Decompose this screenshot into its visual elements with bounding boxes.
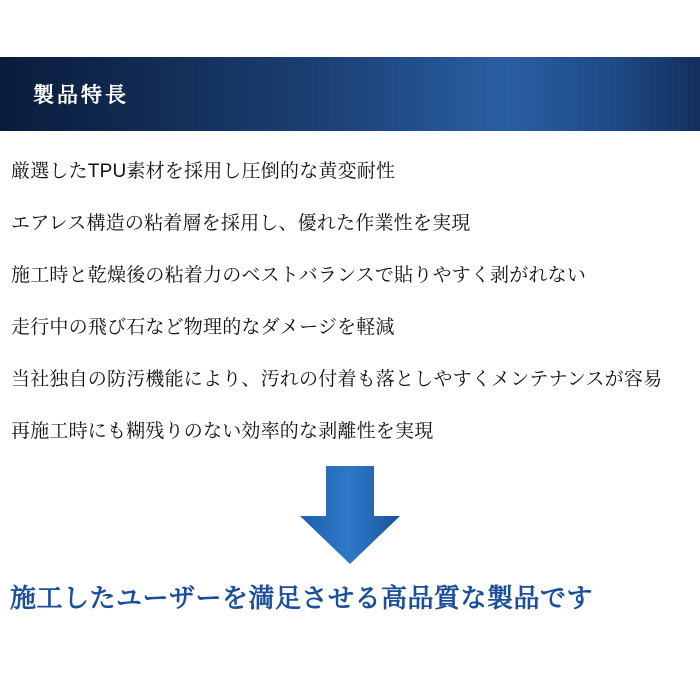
- conclusion-text: 施工したユーザーを満足させる高品質な製品です: [10, 583, 594, 613]
- list-item: エアレス構造の粘着層を採用し、優れた作業性を実現: [11, 212, 471, 234]
- list-item: 走行中の飛び石など物理的なダメージを軽減: [11, 316, 395, 338]
- conclusion-container: [0, 578, 700, 615]
- feature-list: [0, 145, 700, 457]
- down-arrow-icon: [296, 466, 404, 564]
- section-header-bar: [0, 57, 700, 131]
- page-title: 製品特長: [33, 84, 129, 107]
- list-item: 厳選したTPU素材を採用し圧倒的な黄変耐性: [11, 160, 396, 182]
- list-item: 再施工時にも糊残りのない効率的な剥離性を実現: [11, 420, 434, 442]
- list-item: 施工時と乾燥後の粘着力のベストバランスで貼りやすく剥がれない: [11, 264, 587, 286]
- arrow-container: [0, 466, 700, 564]
- list-item: 当社独自の防汚機能により、汚れの付着も落としやすくメンテナンスが容易: [11, 368, 663, 390]
